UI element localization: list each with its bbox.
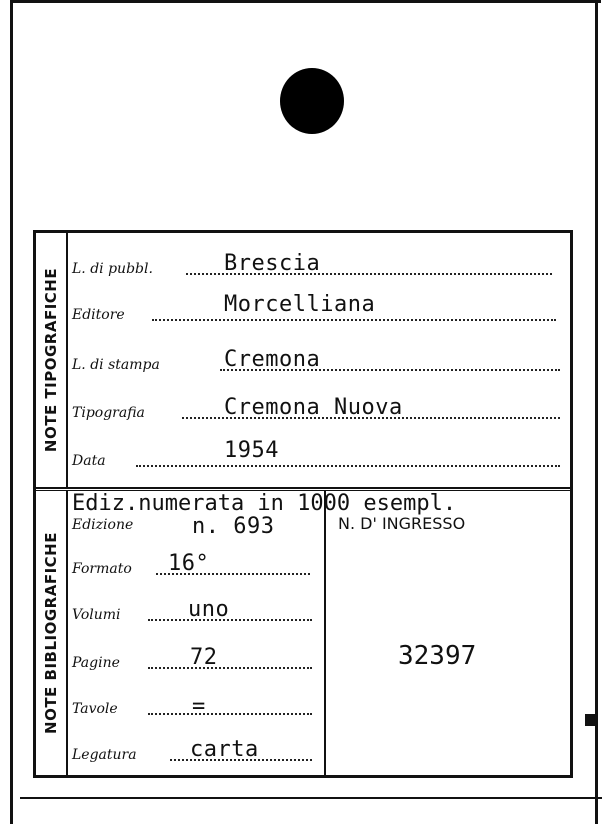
field-pagine (72, 645, 320, 675)
catalog-card (10, 0, 598, 824)
punch-hole (280, 68, 344, 134)
field-label: Formato (72, 561, 132, 577)
field-label: Pagine (72, 655, 120, 671)
field-label: Tipografia (72, 405, 145, 421)
field-luogo-pubblicazione (72, 251, 562, 281)
dotted-line (152, 319, 556, 321)
ingresso-number: 32397 (398, 641, 477, 671)
edge-mark (585, 714, 595, 726)
field-label: Legatura (72, 747, 137, 763)
field-luogo-stampa (72, 347, 562, 377)
field-tipografia (72, 395, 562, 425)
field-label: Tavole (72, 701, 118, 717)
card-bottom-line (20, 797, 602, 799)
field-legatura (72, 737, 320, 767)
dotted-line (148, 667, 312, 669)
dotted-line (148, 713, 312, 715)
field-value: Cremona (224, 347, 321, 372)
field-editore (72, 292, 562, 327)
field-value: 16° (168, 551, 210, 576)
field-label: L. di stampa (72, 357, 160, 373)
section-label-tipografiche: NOTE TIPOGRAFICHE (36, 233, 68, 487)
card-top-edge (13, 0, 601, 3)
field-tavole (72, 691, 320, 721)
field-value: Cremona Nuova (224, 395, 403, 420)
field-label: Data (72, 453, 106, 469)
column-separator (324, 491, 326, 775)
field-label: Volumi (72, 607, 121, 623)
field-value: Brescia (224, 251, 321, 276)
field-edizione (72, 505, 320, 539)
field-label: Editore (72, 307, 125, 323)
field-label: Edizione (72, 517, 134, 533)
field-label: L. di pubbl. (72, 261, 153, 277)
field-volumi (72, 597, 320, 627)
card-grid (33, 230, 573, 778)
field-value: 1954 (224, 438, 279, 463)
typed-note: Ediz.numerata in 1000 esempl. (72, 491, 457, 516)
field-value: uno (188, 597, 230, 622)
field-value: Morcelliana (224, 292, 376, 317)
field-value: 72 (190, 645, 218, 670)
dotted-line (148, 619, 312, 621)
dotted-line (136, 465, 560, 467)
field-value: carta (190, 737, 259, 762)
field-value: n. 693 (192, 514, 275, 539)
field-data (72, 438, 562, 473)
field-formato (72, 551, 320, 581)
ingresso-label: N. D' INGRESSO (338, 514, 466, 533)
section-label-bibliografiche: NOTE BIBLIOGRAFICHE (36, 491, 68, 775)
field-value: = (192, 694, 206, 719)
